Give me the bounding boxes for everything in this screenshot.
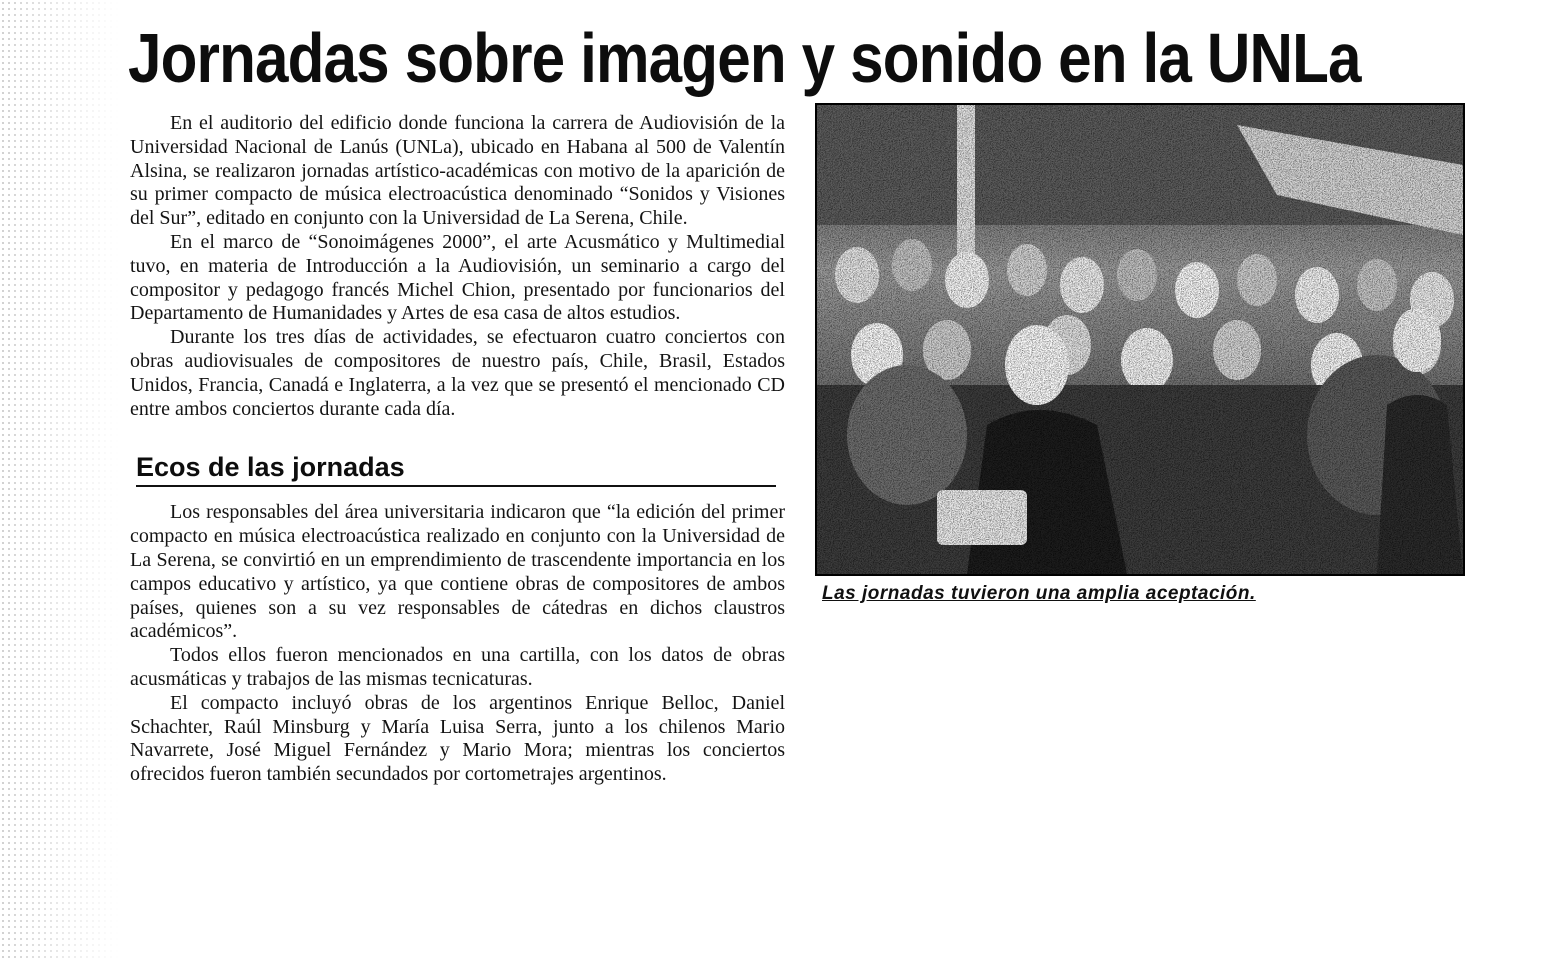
section-subheading: Ecos de las jornadas (136, 451, 776, 487)
article-headline: Jornadas sobre imagen y sonido en la UNLa (128, 19, 1361, 97)
article-photo (815, 103, 1465, 576)
intro-paragraph-3: Durante los tres días de actividades, se efectuaron cuatro conciertos con obras audiovisuales de compositores de nuestro país, Chile, Brasil, Estados Unidos, Francia, Canadá e Inglaterra, a la vez que se presentó el mencionado CD entre ambos conciertos durante cada día. (130, 326, 785, 420)
intro-paragraph-1: En el auditorio del edificio donde funciona la carrera de Audiovisión de la Universidad Nacional de Lanús (UNLa), ubicado en Habana al 500 de Valentín Alsina, se realizaron jornadas artístico-académicas con motivo de la aparición de su primer compacto de música electroacústica denominado “Sonidos y Visiones del Sur”, editado en conjunto con la Universidad de La Serena, Chile. (130, 112, 785, 230)
intro-paragraph-2: En el marco de “Sonoimágenes 2000”, el arte Acusmático y Multimedial tuvo, en materia de Introducción a la Audiovisión, un seminario a cargo del compositor y pedagogo francés Michel Chion, presentado por funcionarios del Departamento de Humanidades y Artes de esa casa de altos estudios. (130, 230, 785, 325)
audience-photo-graphic (817, 105, 1463, 574)
scan-halftone-edge (0, 0, 120, 961)
ecos-paragraph-2: Todos ellos fueron mencionados en una cartilla, con los datos de obras acusmáticas y trabajos de las mismas tecnicaturas. (130, 644, 785, 690)
ecos-paragraph-3: El compacto incluyó obras de los argentinos Enrique Belloc, Daniel Schachter, Raúl Minsburg y María Luisa Serra, junto a los chilenos Mario Navarrete, José Miguel Fernández y Mario Mora; mientras los conciertos ofrecidos fueron también secundados por cortometrajes argentinos. (130, 691, 785, 786)
photo-caption: Las jornadas tuvieron una amplia aceptación. (822, 583, 1256, 604)
article-text-column (130, 112, 785, 787)
ecos-paragraph-1: Los responsables del área universitaria indicaron que “la edición del primer compacto en música electroacústica realizado en conjunto con la Universidad de La Serena, se convirtió en un emprendimiento de trascendente importancia en los campos educativo y artístico, ya que contiene obras de compositores de ambos países, quienes son a su vez responsables de cátedras en dichos claustros académicos”. (130, 501, 785, 643)
